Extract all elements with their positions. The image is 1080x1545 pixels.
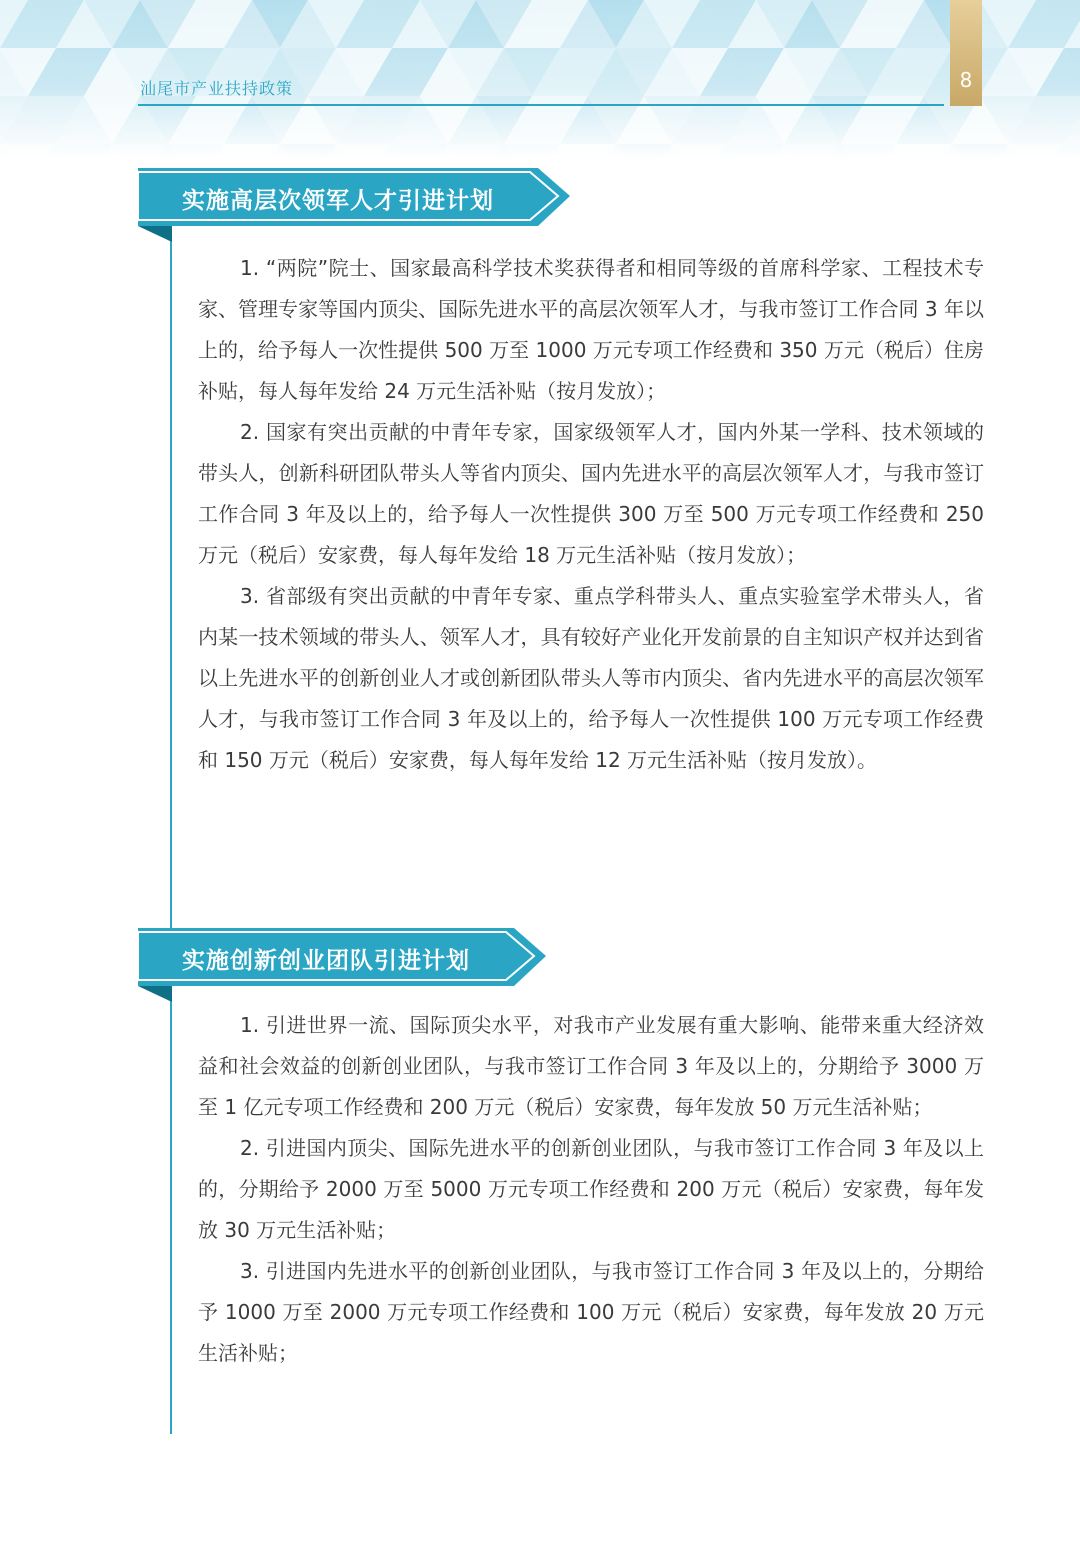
policy-item: 1. “两院”院士、国家最高科学技术奖获得者和相同等级的首席科学家、工程技术专家、管理专家等国内顶尖、国际先进水平的高层次领军人才，与我市签订工作合同 3 年以上的，给予每人一次性提供 500 万至 1000 万元专项工作经费和 350 万元（税后）住房补贴，每人每年发给 24 万元生活补贴（按月发放）； [198, 256, 984, 403]
policy-item: 3. 引进国内先进水平的创新创业团队，与我市签订工作合同 3 年及以上的，分期给予 1000 万至 2000 万元专项工作经费和 100 万元（税后）安家费，每年发放 20 万元生活补贴； [198, 1259, 984, 1365]
header-divider [138, 104, 944, 106]
section-banner-team [138, 928, 546, 1002]
policy-item: 1. 引进世界一流、国际顶尖水平，对我市产业发展有重大影响、能带来重大经济效益和社会效益的创新创业团队，与我市签订工作合同 3 年及以上的，分期给予 3000 万至 1 亿元专项工作经费和 200 万元（税后）安家费，每年发放 50 万元生活补贴； [198, 1013, 984, 1119]
section-title: 实施创新创业团队引进计划 [182, 948, 470, 974]
policy-item: 2. 国家有突出贡献的中青年专家，国家级领军人才，国内外某一学科、技术领域的带头人，创新科研团队带头人等省内顶尖、国内先进水平的高层次领军人才，与我市签订工作合同 3 年及以上的，给予每人一次性提供 300 万至 500 万元专项工作经费和 250 万元（税后）安家费，每人每年发给 18 万元生活补贴（按月发放）； [198, 420, 984, 567]
section-banner-talent [138, 168, 570, 242]
policy-item: 3. 省部级有突出贡献的中青年专家、重点学科带头人、重点实验室学术带头人，省内某一技术领域的带头人、领军人才，具有较好产业化开发前景的自主知识产权并达到省以上先进水平的创新创业人才或创新团队带头人等市内顶尖、省内先进水平的高层次领军人才，与我市签订工作合同 3 年及以上的，给予每人一次性提供 100 万元专项工作经费和 150 万元（税后）安家费，每人每年发给 12 万元生活补贴（按月发放）。 [198, 584, 984, 772]
policy-item: 2. 引进国内顶尖、国际先进水平的创新创业团队，与我市签订工作合同 3 年及以上的，分期给予 2000 万至 5000 万元专项工作经费和 200 万元（税后）安家费，每年发放 30 万元生活补贴； [198, 1136, 984, 1242]
section-body-team [198, 1005, 984, 1374]
section-side-line [170, 226, 172, 1434]
page-number: 8 [959, 68, 973, 92]
section-body-talent [198, 248, 984, 781]
document-header-title: 汕尾市产业扶持政策 [140, 79, 294, 98]
section-title: 实施高层次领军人才引进计划 [182, 188, 494, 214]
